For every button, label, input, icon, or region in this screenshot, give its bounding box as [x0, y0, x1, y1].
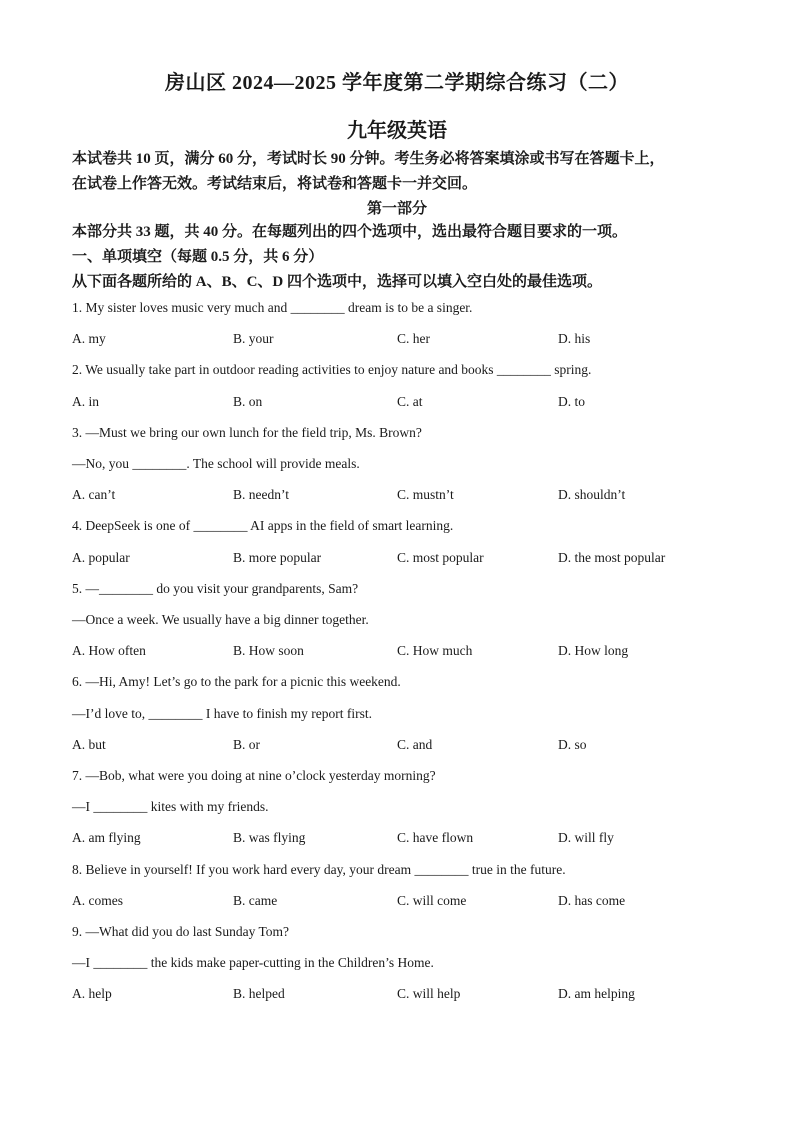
option-b: B. or	[233, 736, 260, 752]
question-response-line: —Once a week. We usually have a big dinner together.	[72, 612, 369, 627]
option-c: C. at	[397, 393, 423, 409]
question-response-line: —I ________ the kids make paper-cutting in the Children’s Home.	[72, 955, 434, 971]
option-a: A. popular	[72, 549, 130, 565]
part-intro: 本部分共 33 题，共 40 分。在每题列出的四个选项中，选出最符合题目要求的一项。	[72, 224, 628, 240]
instructions-line-2: 在试卷上作答无效。考试结束后，将试卷和答题卡一并交回。	[72, 176, 478, 192]
option-a: A. help	[72, 986, 112, 1002]
option-c: C. How much	[397, 643, 473, 659]
option-d: D. his	[558, 331, 591, 347]
section-instruction: 从下面各题所给的 A、B、C、D 四个选项中，选择可以填入空白处的最佳选项。	[72, 274, 603, 290]
question-response-line: —I’d love to, ________ I have to finish my report first.	[72, 705, 372, 721]
exam-subtitle: 九年级英语	[347, 120, 447, 142]
option-a: A. my	[72, 331, 106, 347]
option-d: D. shouldn’t	[558, 487, 626, 503]
question-stem: 1. My sister loves music very much and ________ dream is to be a singer.	[72, 300, 473, 315]
option-a: A. can’t	[72, 487, 116, 503]
option-d: D. has come	[558, 892, 626, 908]
option-b: B. How soon	[233, 643, 304, 659]
question-stem: 3. —Must we bring our own lunch for the field trip, Ms. Brown?	[72, 424, 422, 440]
section-title: 一、单项填空（每题 0.5 分，共 6 分）	[72, 249, 324, 265]
option-b: B. was flying	[233, 830, 306, 846]
option-c: C. will help	[397, 986, 461, 1002]
option-a: A. in	[72, 393, 99, 409]
option-d: D. How long	[558, 643, 629, 659]
question-stem: 6. —Hi, Amy! Let’s go to the park for a picnic this weekend.	[72, 674, 401, 690]
option-b: B. came	[233, 892, 278, 908]
question-response-line: —No, you ________. The school will provide meals.	[72, 456, 360, 471]
option-a: A. comes	[72, 892, 123, 908]
option-d: D. am helping	[558, 986, 635, 1002]
option-b: B. more popular	[233, 549, 322, 565]
question-stem: 7. —Bob, what were you doing at nine o’clock yesterday morning?	[72, 768, 436, 783]
option-c: C. have flown	[397, 830, 474, 846]
option-b: B. on	[233, 393, 263, 409]
option-c: C. her	[397, 331, 430, 347]
question-stem: 8. Believe in yourself! If you work hard every day, your dream ________ true in the future.	[72, 861, 566, 877]
option-b: B. needn’t	[233, 487, 289, 503]
option-c: C. mustn’t	[397, 487, 454, 503]
option-a: A. but	[72, 736, 106, 752]
exam-title: 房山区 2024—2025 学年度第二学期综合练习（二）	[165, 72, 629, 94]
question-stem: 9. —What did you do last Sunday Tom?	[72, 924, 290, 939]
part-heading: 第一部分	[366, 201, 427, 217]
question-stem: 5. —________ do you visit your grandparents, Sam?	[72, 580, 359, 596]
option-c: C. most popular	[397, 549, 484, 565]
option-b: B. your	[233, 331, 274, 347]
option-c: C. will come	[397, 892, 467, 908]
option-a: A. am flying	[72, 830, 141, 846]
option-b: B. helped	[233, 986, 285, 1002]
option-d: D. will fly	[558, 830, 614, 846]
option-c: C. and	[397, 736, 433, 752]
question-stem: 4. DeepSeek is one of ________ AI apps in the field of smart learning.	[72, 518, 454, 534]
option-d: D. to	[558, 393, 585, 409]
question-response-line: —I ________ kites with my friends.	[72, 799, 269, 815]
option-d: D. the most popular	[558, 549, 666, 565]
option-d: D. so	[558, 736, 587, 752]
question-stem: 2. We usually take part in outdoor reading activities to enjoy nature and books ________ spring.	[72, 362, 592, 378]
instructions-line-1: 本试卷共 10 页，满分 60 分，考试时长 90 分钟。考生务必将答案填涂或书写在答题卡上，	[72, 151, 665, 167]
option-a: A. How often	[72, 643, 146, 659]
